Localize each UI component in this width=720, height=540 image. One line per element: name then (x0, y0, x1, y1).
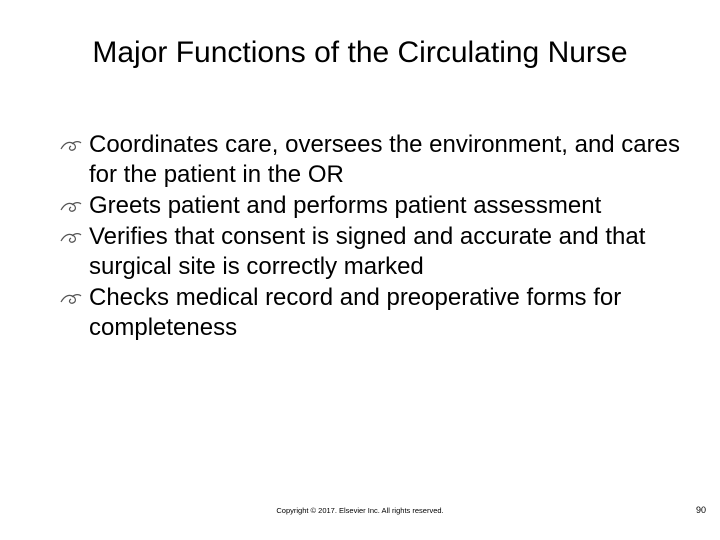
bullet-list (60, 130, 680, 344)
copyright-footer: Copyright © 2017. Elsevier Inc. All rights reserved. (276, 506, 444, 515)
bullet-item (60, 283, 680, 343)
bullet-item (60, 130, 680, 190)
slide-title: Major Functions of the Circulating Nurse (92, 36, 628, 69)
bullet-text: Greets patient and performs patient assessment (89, 192, 602, 219)
leaf-flourish-icon (60, 232, 82, 244)
bullet-item (60, 191, 680, 221)
bullet-text: Verifies that consent is signed and accurate and that surgical site is correctly marked (89, 223, 646, 280)
bullet-text: Coordinates care, oversees the environment, and cares for the patient in the OR (89, 131, 680, 188)
bullet-text: Checks medical record and preoperative forms for completeness (89, 284, 622, 341)
page-number: 90 (695, 505, 706, 515)
leaf-flourish-icon (60, 140, 82, 152)
leaf-flourish-icon (60, 293, 82, 305)
leaf-flourish-icon (60, 201, 82, 213)
bullet-item (60, 222, 680, 282)
